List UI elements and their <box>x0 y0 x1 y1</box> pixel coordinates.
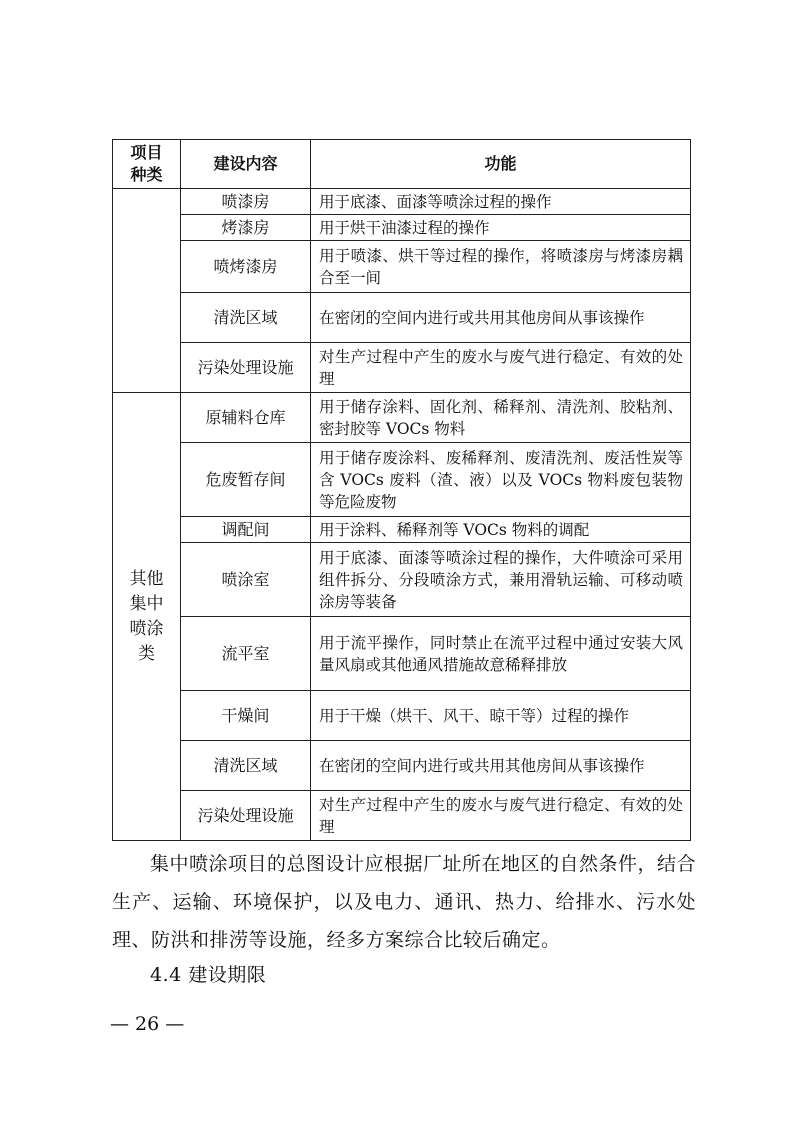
table-row <box>113 189 691 215</box>
item-cell: 污染处理设施 <box>181 343 311 393</box>
header-category: 项目种类 <box>113 140 181 189</box>
header-content: 建设内容 <box>181 140 311 189</box>
function-cell: 用于涂料、稀释剂等 VOCs 物料的调配 <box>311 517 691 543</box>
table-row <box>113 215 691 241</box>
function-cell: 用于烘干油漆过程的操作 <box>311 215 691 241</box>
item-cell: 清洗区域 <box>181 293 311 343</box>
item-cell: 清洗区域 <box>181 741 311 791</box>
item-cell: 喷烤漆房 <box>181 241 311 293</box>
table-row <box>113 517 691 543</box>
header-function: 功能 <box>311 140 691 189</box>
item-cell: 污染处理设施 <box>181 791 311 841</box>
item-cell: 流平室 <box>181 617 311 691</box>
table-row <box>113 741 691 791</box>
item-cell: 喷漆房 <box>181 189 311 215</box>
function-cell: 对生产过程中产生的废水与废气进行稳定、有效的处理 <box>311 343 691 393</box>
section-heading: 4.4 建设期限 <box>150 964 267 986</box>
table-row <box>113 617 691 691</box>
item-cell: 调配间 <box>181 517 311 543</box>
table-row <box>113 791 691 841</box>
table-row <box>113 293 691 343</box>
item-cell: 危废暂存间 <box>181 443 311 517</box>
table-header-row <box>113 140 691 189</box>
function-cell: 用于储存废涂料、废稀释剂、废清洗剂、废活性炭等含 VOCs 废料（渣、液）以及 VOCs 物料废包装物等危险废物 <box>311 443 691 517</box>
function-cell: 用于干燥（烘干、风干、晾干等）过程的操作 <box>311 691 691 741</box>
category-cell-group2: 其他集中喷涂类 <box>113 393 181 841</box>
function-cell: 用于底漆、面漆等喷涂过程的操作，大件喷涂可采用组件拆分、分段喷涂方式，兼用滑轨运输、可移动喷涂房等装备 <box>311 543 691 617</box>
table-row <box>113 241 691 293</box>
function-cell: 在密闭的空间内进行或共用其他房间从事该操作 <box>311 741 691 791</box>
function-cell: 对生产过程中产生的废水与废气进行稳定、有效的处理 <box>311 791 691 841</box>
table-row <box>113 543 691 617</box>
table-row <box>113 443 691 517</box>
table-row <box>113 393 691 443</box>
page-number: — 26 — <box>110 1013 185 1035</box>
item-cell: 原辅料仓库 <box>181 393 311 443</box>
table-row <box>113 691 691 741</box>
table-row <box>113 343 691 393</box>
construction-content-table <box>112 139 691 841</box>
item-cell: 烤漆房 <box>181 215 311 241</box>
function-cell: 用于流平操作，同时禁止在流平过程中通过安装大风量风扇或其他通风措施故意稀释排放 <box>311 617 691 691</box>
function-cell: 在密闭的空间内进行或共用其他房间从事该操作 <box>311 293 691 343</box>
function-cell: 用于喷漆、烘干等过程的操作，将喷漆房与烤漆房耦合至一间 <box>311 241 691 293</box>
function-cell: 用于储存涂料、固化剂、稀释剂、清洗剂、胶粘剂、密封胶等 VOCs 物料 <box>311 393 691 443</box>
item-cell: 干燥间 <box>181 691 311 741</box>
item-cell: 喷涂室 <box>181 543 311 617</box>
function-cell: 用于底漆、面漆等喷涂过程的操作 <box>311 189 691 215</box>
body-paragraph: 集中喷涂项目的总图设计应根据厂址所在地区的自然条件，结合生产、运输、环境保护，以及电力、通讯、热力、给排水、污水处理、防洪和排涝等设施，经多方案综合比较后确定。 <box>112 853 697 951</box>
category-cell-group1 <box>113 189 181 393</box>
